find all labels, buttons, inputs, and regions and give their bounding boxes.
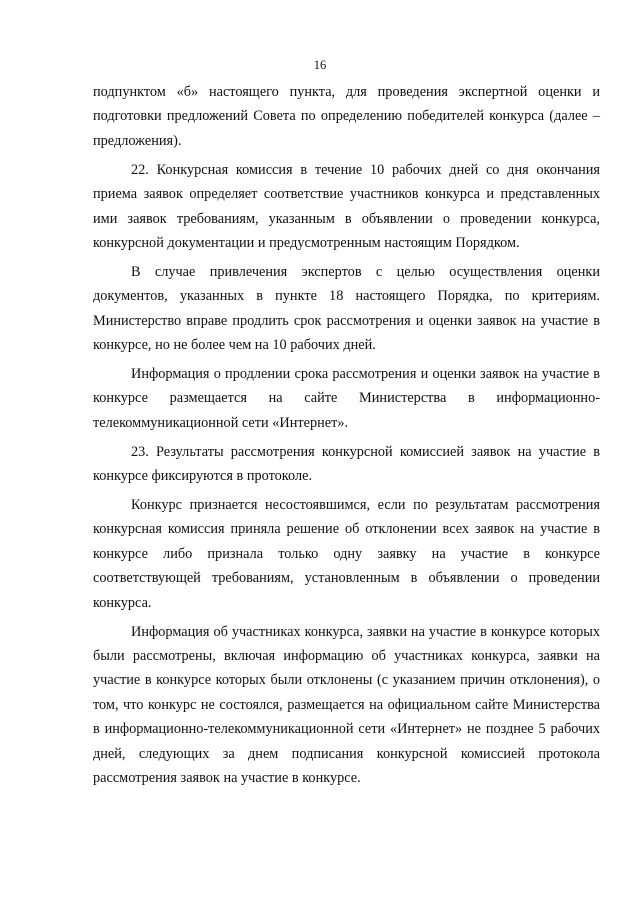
- paragraph-failed-contest: Конкурс признается несостоявшимся, если по результатам рассмотрения конкурсная комиссия приняла решение об отклонении всех заявок на участие в конкурсе либо признала только одну заявку на участие в конкурсе соответствующей требованиям, установленным в объявлении о проведении конкурса.: [93, 497, 600, 611]
- page-number: 16: [313, 58, 327, 72]
- paragraph-continuation: подпунктом «б» настоящего пункта, для проведения экспертной оценки и подготовки предложений Совета по определению победителей конкурса (далее – предложения).: [93, 84, 600, 149]
- paragraph-item-22: 22. Конкурсная комиссия в течение 10 рабочих дней со дня окончания приема заявок определяет соответствие участников конкурса и представленных ими заявок требованиям, указанным в объявлении о проведении конкурса, конкурсной документации и предусмотренным настоящим Порядком.: [93, 161, 600, 251]
- document-body: [93, 80, 600, 790]
- paragraph-participants-info: Информация об участниках конкурса, заявки на участие в конкурсе которых были рассмотрены, включая информацию об участниках конкурса, заявки на участие в конкурсе которых были отклонены (с указанием причин отклонения), о том, что конкурс не состоялся, размещается на официальном сайте Министерства в информационно-телекоммуникационной сети «Интернет» не позднее 5 рабочих дней, следующих за днем подписания конкурсной комиссией протокола рассмотрения заявок на участие в конкурсе.: [93, 623, 600, 786]
- paragraph-item-23: 23. Результаты рассмотрения конкурсной комиссией заявок на участие в конкурсе фиксируются в протоколе.: [93, 443, 600, 485]
- paragraph-experts: В случае привлечения экспертов с целью осуществления оценки документов, указанных в пункте 18 настоящего Порядка, по критериям. Министерство вправе продлить срок рассмотрения и оценки заявок на участие в конкурсе, но не более чем на 10 рабочих дней.: [93, 263, 600, 354]
- paragraph-extension-info: Информация о продлении срока рассмотрения и оценки заявок на участие в конкурсе размещается на сайте Министерства в информационно-телекоммуникационной сети «Интернет».: [93, 365, 600, 431]
